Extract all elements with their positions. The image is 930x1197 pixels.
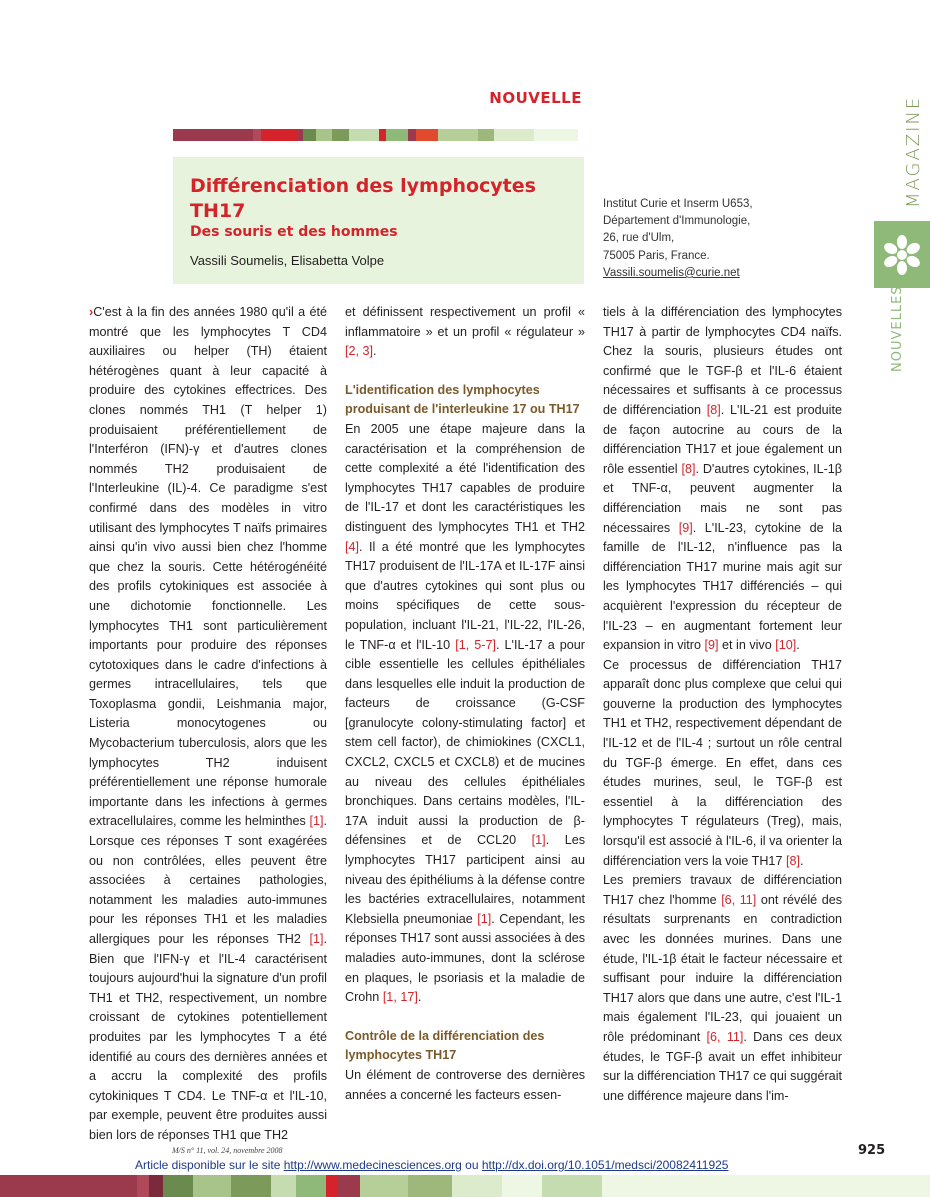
decorative-stripe-bottom (0, 1175, 930, 1197)
decorative-stripe-top (173, 129, 582, 141)
paragraph: et définissent respectivement un profil « inflammatoire » et un profil « régulateur » [2, 3]. (345, 305, 585, 359)
author-email-link[interactable]: Vassili.soumelis@curie.net (603, 266, 740, 279)
reference-link[interactable]: [1, 5-7] (455, 637, 496, 652)
reference-link[interactable]: [1] (309, 814, 324, 829)
stripe-segment (261, 129, 297, 141)
section-label: NOUVELLE (489, 89, 582, 107)
stripe-segment (296, 1175, 326, 1197)
reference-link[interactable]: [6, 11] (706, 1029, 744, 1044)
stripe-segment (386, 129, 408, 141)
paragraph: Un élément de controverse des dernières années a concerné les facteurs essen- (345, 1067, 585, 1102)
stripe-segment (303, 129, 316, 141)
stripe-segment (438, 129, 478, 141)
stripe-segment (542, 1175, 602, 1197)
stripe-segment (602, 1175, 930, 1197)
paragraph: tiels à la différenciation des lymphocytes TH17 à partir de lymphocytes CD4 naïfs. Chez la souris, plusieurs études ont confirmé que le TGF-β et l'IL-6 étaient nécessaires et suffisants à ce processus de différenciation [8]. L'IL-21 est produite de façon autocrine au cours de la différenciation TH17 et joue également un rôle essentiel [8]. D'autres cytokines, IL-1β et TNF-α, peuvent augmenter la différenciation mais ne sont pas nécessaires [9]. L'IL-23, cytokine de la famille de l'IL-12, n'influence pas la différenciation TH17 murine mais agit sur les lymphocytes TH17 différenciés – qui acquièrent l'expression du récepteur de l'IL-23 – en augmentant fortement leur expansion in vitro [9] et in vivo [10]. (603, 305, 843, 653)
stripe-segment (326, 1175, 338, 1197)
reference-link[interactable]: [9] (704, 638, 719, 653)
nouvelles-section-tab (890, 285, 920, 380)
affiliation-line: 26, rue d'Ulm, (603, 232, 675, 245)
magazine-label: MAGAZINE (903, 95, 924, 208)
affiliation (603, 196, 753, 282)
journal-citation: M/S n° 11, vol. 24, novembre 2008 (172, 1146, 283, 1155)
text-column-3 (603, 303, 842, 1106)
affiliation-line: Département d'Immunologie, (603, 215, 751, 228)
article-title: Différenciation des lymphocytes TH17 (190, 175, 536, 222)
stripe-segment (416, 129, 438, 141)
reference-link[interactable]: [1, 17] (382, 990, 418, 1005)
affiliation-line: 75005 Paris, France. (603, 249, 710, 262)
page-number: 925 (858, 1143, 886, 1158)
authors: Vassili Soumelis, Elisabetta Volpe (190, 253, 385, 268)
stripe-segment (193, 1175, 231, 1197)
stripe-segment (0, 1175, 52, 1197)
text-column-1 (89, 303, 327, 1146)
chevron-right-icon: › (89, 305, 94, 319)
affiliation-line: Institut Curie et Inserm U653, (603, 198, 753, 210)
section-heading: Contrôle de la différenciation des lymphocytes TH17 (345, 1028, 545, 1063)
reference-link[interactable]: [1] (531, 833, 546, 848)
section-heading: L'identification des lymphocytes produisant de l'interleukine 17 ou TH17 (345, 382, 580, 417)
stripe-segment (163, 1175, 193, 1197)
stripe-segment (408, 129, 416, 141)
stripe-segment (253, 129, 261, 141)
magazine-section-tab (873, 95, 930, 208)
stripe-segment (332, 129, 349, 141)
paragraph: Ce processus de différenciation TH17 apparaît donc plus complexe que celui qui gouverne la production des lymphocytes TH1 et TH2, respectivement dépendant de l'IL-12 et de l'IL-4 ; surtout un rôle central du TGF-β émerge. En effet, dans ces études murines, seul, le TGF-β est essentiel à la différenciation des lymphocytes T régulateurs (Treg), mais, lorsqu'il est associé à l'IL-6, il va orienter la différenciation vers la voie TH17 [8]. (603, 657, 842, 868)
spacer (345, 362, 585, 381)
stripe-segment (316, 129, 332, 141)
article-subtitle: Des souris et des hommes (190, 224, 398, 240)
reference-link[interactable]: [1] (477, 911, 492, 926)
reference-link[interactable]: [8] (785, 853, 800, 868)
stripe-segment (360, 1175, 408, 1197)
asterisk-icon-graphic (882, 235, 922, 275)
reference-link[interactable]: [8] (706, 402, 721, 417)
paragraph: Les premiers travaux de différenciation TH17 chez l'homme [6, 11] ont révélé des résultats surprenants en contradiction avec les données murines. Dans une étude, l'IL-1β était le facteur nécessaire et suffisant pour induire la différenciation TH17 alors que dans une autre, c'est l'IL-1 mais également l'IL-23, qui jouaient un rôle prédominant [6, 11]. Dans ces deux études, le TGF-β avait un effet inhibiteur sur la différenciation TH17 ce qui suggérait une différence majeure dans l'im- (603, 873, 842, 1103)
stripe-segment (349, 129, 379, 141)
stripe-segment (408, 1175, 452, 1197)
paragraph: ›C'est à la fin des années 1980 qu'il a été montré que les lymphocytes T CD4 auxiliaires ou helper (TH) étaient hétérogènes quant à leur capacité à produire des cytokines effectrices. Des clones nommés TH1 (T helper 1) produisaient préférentiellement de l'Interféron (IFN)-γ et d'autres clones nommés TH2 produisaient de l'Interleukine (IL)-4. Ce paradigme s'est confirmé dans des modèles in vitro utilisant des lymphocytes T naïfs primaires ainsi qu'in vivo aussi bien chez l'homme que chez la souris. Cette hétérogénéité des profils cytokiniques est associée à une dichotomie fonctionnelle. Les lymphocytes TH1 sont particulièrement importants pour produire des réponses cytotoxiques dans le cadre d'infections à germes intracellulaires, tels que Toxoplasma gondii, Leishmania major, Listeria monocytogenes ou Mycobacterium tuberculosis, alors que les lymphocytes TH2 induisent préférentiellement une réponse humorale importante dans les infections à germes extracellulaires, comme les helminthes [1]. Lorsque ces réponses T sont exagérées ou non contrôlées, elles peuvent être associées à certaines pathologies, notamment les maladies auto-immunes pour les réponses TH1 et les maladies allergiques pour les réponses TH2 [1]. Bien que l'IFN-γ et l'IL-4 caractérisent toujours aujourd'hui la signature d'un profil TH1 et TH2, respectivement, un nombre croissant de cytokines potentiellement produites par les lymphocytes T a été identifié au cours des dernières années et a accru la complexité des profils cytokiniques T CD4. Le TNF-α et l'IL-10, par exemple, peuvent être produites aussi bien lors de réponses TH1 que TH2 (89, 305, 327, 1142)
reference-link[interactable]: [8] (681, 461, 696, 476)
reference-link[interactable]: [10] (775, 638, 797, 653)
stripe-segment (452, 1175, 502, 1197)
stripe-segment (52, 1175, 137, 1197)
reference-link[interactable]: [1] (309, 932, 324, 946)
stripe-segment (207, 129, 253, 141)
text-column-2 (345, 303, 585, 1105)
reference-link[interactable]: [6, 11] (721, 892, 757, 907)
paragraph: En 2005 une étape majeure dans la caractérisation et la compréhension de cette complexité a été l'identification des lymphocytes TH17 capables de produire de l'IL-17 et dont les caractéristiques les distinguent des lymphocytes TH1 et TH2 [4]. Il a été montré que les lymphocytes TH17 produisent de l'IL-17A et IL-17F ainsi que d'autres cytokines qui sont plus ou moins spécifiques de cette sous-population, incluant l'IL-21, l'IL-22, l'IL-26, le TNF-α et l'IL-10 [1, 5-7]. L'IL-17 a pour cible essentielle les cellules épithéliales dans lesquelles elle induit la production de facteurs de croissance (G-CSF [granulocyte colony-stimulating factor] et stem cell factor), de chimiokines (CXCL1, CXCL2, CXCL5 et CXCL8) et de mucines au niveau des cellules épithéliales bronchiques. Dans certains modèles, l'IL-17A induit aussi la production de β-défensines et de CCL20 [1]. Les lymphocytes TH17 participent ainsi au niveau des épithéliums à la défense contre les bactéries extracellulaires, notamment Klebsiella pneumoniae [1]. Cependant, les réponses TH17 sont aussi associées à des maladies auto-immunes, dont la sclérose en plaques, le psoriasis et la maladie de Crohn [1, 17]. (345, 421, 586, 1005)
asterisk-icon (874, 221, 930, 288)
stripe-segment (149, 1175, 163, 1197)
nouvelles-label: NOUVELLES (890, 285, 905, 372)
reference-link[interactable]: [2, 3] (345, 344, 374, 359)
stripe-segment (502, 1175, 542, 1197)
stripe-segment (137, 1175, 149, 1197)
reference-link[interactable]: [9] (678, 520, 693, 535)
stripe-segment (534, 129, 578, 141)
stripe-segment (494, 129, 534, 141)
spacer (345, 1008, 585, 1027)
stripe-segment (173, 129, 207, 141)
journal-site-link[interactable]: http://www.medecinesciences.org (283, 1158, 462, 1172)
stripe-segment (379, 129, 386, 141)
reference-link[interactable]: [4] (345, 539, 360, 554)
stripe-segment (231, 1175, 271, 1197)
doi-link[interactable]: http://dx.doi.org/10.1051/medsci/20082411925 (481, 1158, 729, 1172)
stripe-segment (338, 1175, 360, 1197)
stripe-segment (271, 1175, 296, 1197)
availability-notice: Article disponible sur le site http://www.medecinesciences.org ou http://dx.doi.org/10.1051/medsci/20082411925 (135, 1158, 729, 1172)
stripe-segment (478, 129, 494, 141)
